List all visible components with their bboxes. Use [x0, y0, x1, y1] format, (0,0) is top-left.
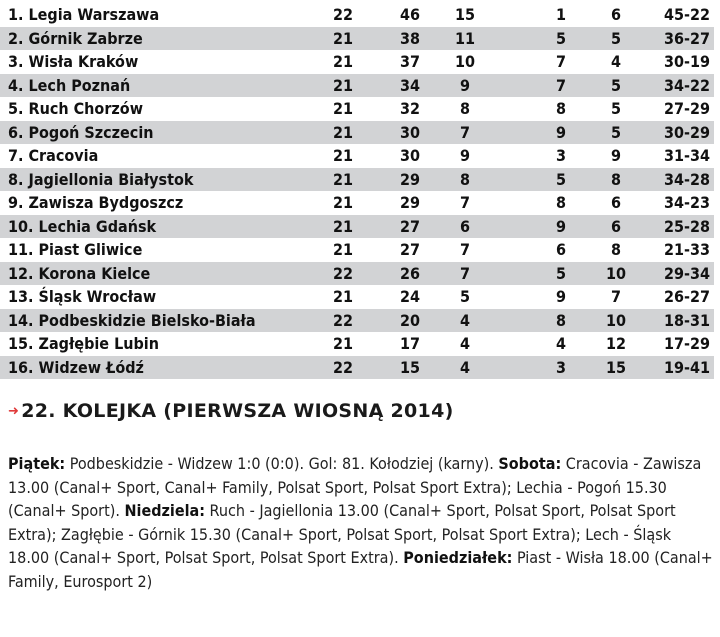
- table-row: [0, 332, 714, 356]
- table-row: [0, 144, 714, 168]
- points: 34: [399, 75, 421, 95]
- round-schedule: [8, 452, 714, 593]
- table-row: [0, 74, 714, 98]
- points: 32: [399, 99, 421, 118]
- draws: 8: [555, 99, 566, 118]
- team-name: 5. Ruch Chorzów: [8, 99, 143, 118]
- schedule-paragraph: [8, 452, 714, 593]
- table-row: [0, 3, 714, 27]
- matches-played: 21: [332, 146, 354, 165]
- goals: 29-34: [663, 263, 710, 283]
- points: 38: [399, 28, 421, 48]
- schedule-text: Piast - Wisła 18.00 (Canal+ Family, Eurosport 2): [8, 548, 713, 591]
- draws: 7: [555, 52, 566, 71]
- team-name: 13. Śląsk Wrocław: [8, 287, 157, 306]
- schedule-day: Piątek:: [8, 454, 66, 473]
- draws: 9: [555, 216, 566, 236]
- wins: 9: [459, 146, 470, 165]
- losses: 6: [610, 216, 621, 236]
- wins: 4: [459, 310, 470, 330]
- losses: 5: [610, 75, 621, 95]
- points: 46: [399, 5, 421, 24]
- wins: 7: [459, 122, 470, 142]
- matches-played: 21: [332, 75, 354, 95]
- wins: 9: [459, 75, 470, 95]
- table-row: [0, 356, 714, 380]
- schedule-text: Cracovia - Zawisza 13.00 (Canal+ Sport, Canal+ Family, Polsat Sport, Polsat Sport Extra); Lechia - Pogoń 15.30 (Canal+ Sport).: [8, 454, 702, 520]
- losses: 8: [610, 240, 621, 259]
- team-name: 8. Jagiellonia Białystok: [8, 169, 194, 189]
- losses: 10: [605, 310, 627, 330]
- table-row: [0, 309, 714, 333]
- losses: 15: [605, 357, 627, 377]
- losses: 5: [610, 99, 621, 118]
- team-name: 7. Cracovia: [8, 146, 99, 165]
- goals: 34-28: [663, 169, 710, 189]
- draws: 9: [555, 122, 566, 142]
- schedule-day: Sobota:: [498, 454, 562, 473]
- team-name: 2. Górnik Zabrze: [8, 28, 143, 48]
- table-row: [0, 262, 714, 286]
- wins: 15: [454, 5, 476, 24]
- matches-played: 21: [332, 193, 354, 212]
- round-title: 22. KOLEJKA (PIERWSZA WIOSNĄ 2014): [21, 400, 454, 422]
- wins: 8: [459, 169, 470, 189]
- goals: 27-29: [663, 99, 710, 118]
- goals: 30-19: [663, 52, 710, 71]
- draws: 9: [555, 287, 566, 306]
- draws: 7: [555, 75, 566, 95]
- goals: 45-22: [663, 5, 710, 24]
- losses: 12: [605, 334, 627, 353]
- losses: 7: [610, 287, 621, 306]
- wins: 5: [459, 287, 470, 306]
- losses: 8: [610, 169, 621, 189]
- schedule-text: Podbeskidzie - Widzew 1:0 (0:0). Gol: 81. Kołodziej (karny).: [65, 454, 499, 473]
- arrow-right-icon: ➜: [8, 404, 20, 419]
- points: 15: [399, 357, 421, 377]
- matches-played: 22: [332, 357, 354, 377]
- schedule-text: Ruch - Jagiellonia 13.00 (Canal+ Sport, Polsat Sport, Polsat Sport Extra); Zagłębie - Górnik 15.30 (Canal+ Sport, Polsat Sport, Polsat Sport Extra); Lech - Śląsk 18.00 (Canal+ Sport, Polsat Sport, Polsat Sport Extra).: [8, 501, 676, 567]
- wins: 7: [459, 263, 470, 283]
- draws: 4: [555, 334, 566, 353]
- team-name: 6. Pogoń Szczecin: [8, 122, 154, 142]
- table-row: [0, 121, 714, 145]
- wins: 7: [459, 240, 470, 259]
- standings-table: [0, 3, 714, 379]
- matches-played: 21: [332, 334, 354, 353]
- table-row: [0, 191, 714, 215]
- points: 29: [399, 193, 421, 212]
- matches-played: 21: [332, 240, 354, 259]
- goals: 21-33: [663, 240, 710, 259]
- goals: 17-29: [663, 334, 710, 353]
- draws: 3: [555, 146, 566, 165]
- goals: 31-34: [663, 146, 710, 165]
- wins: 11: [454, 28, 476, 48]
- table-row: [0, 238, 714, 262]
- table-row: [0, 50, 714, 74]
- draws: 8: [555, 310, 566, 330]
- points: 27: [399, 240, 421, 259]
- goals: 34-23: [663, 193, 710, 212]
- points: 27: [399, 216, 421, 236]
- team-name: 16. Widzew Łódź: [8, 357, 144, 377]
- losses: 5: [610, 122, 621, 142]
- table-row: [0, 27, 714, 51]
- team-name: 9. Zawisza Bydgoszcz: [8, 193, 184, 212]
- draws: 3: [555, 357, 566, 377]
- losses: 10: [605, 263, 627, 283]
- table-row: [0, 168, 714, 192]
- draws: 1: [555, 5, 566, 24]
- team-name: 10. Lechia Gdańsk: [8, 216, 157, 236]
- draws: 8: [555, 193, 566, 212]
- matches-played: 21: [332, 99, 354, 118]
- losses: 4: [610, 52, 621, 71]
- wins: 4: [459, 357, 470, 377]
- losses: 6: [610, 193, 621, 212]
- goals: 34-22: [663, 75, 710, 95]
- points: 37: [399, 52, 421, 71]
- losses: 6: [610, 5, 621, 24]
- draws: 5: [555, 169, 566, 189]
- goals: 19-41: [663, 357, 710, 377]
- team-name: 1. Legia Warszawa: [8, 5, 160, 24]
- points: 24: [399, 287, 421, 306]
- wins: 6: [459, 216, 470, 236]
- draws: 5: [555, 28, 566, 48]
- goals: 30-29: [663, 122, 710, 142]
- matches-played: 22: [332, 310, 354, 330]
- goals: 18-31: [663, 310, 710, 330]
- table-row: [0, 215, 714, 239]
- team-name: 12. Korona Kielce: [8, 263, 151, 283]
- wins: 10: [454, 52, 476, 71]
- points: 30: [399, 122, 421, 142]
- team-name: 14. Podbeskidzie Bielsko-Biała: [8, 310, 256, 330]
- draws: 6: [555, 240, 566, 259]
- matches-played: 22: [332, 263, 354, 283]
- table-row: [0, 97, 714, 121]
- matches-played: 21: [332, 52, 354, 71]
- goals: 36-27: [663, 28, 710, 48]
- table-row: [0, 285, 714, 309]
- team-name: 3. Wisła Kraków: [8, 52, 139, 71]
- goals: 25-28: [663, 216, 710, 236]
- goals: 26-27: [663, 287, 710, 306]
- matches-played: 21: [332, 216, 354, 236]
- losses: 5: [610, 28, 621, 48]
- round-heading: [8, 400, 454, 422]
- losses: 9: [610, 146, 621, 165]
- wins: 4: [459, 334, 470, 353]
- schedule-day: Niedziela:: [124, 501, 205, 520]
- matches-played: 22: [332, 5, 354, 24]
- points: 29: [399, 169, 421, 189]
- matches-played: 21: [332, 287, 354, 306]
- draws: 5: [555, 263, 566, 283]
- matches-played: 21: [332, 122, 354, 142]
- points: 17: [399, 334, 421, 353]
- points: 30: [399, 146, 421, 165]
- wins: 7: [459, 193, 470, 212]
- wins: 8: [459, 99, 470, 118]
- team-name: 11. Piast Gliwice: [8, 240, 143, 259]
- team-name: 4. Lech Poznań: [8, 75, 131, 95]
- matches-played: 21: [332, 28, 354, 48]
- points: 26: [399, 263, 421, 283]
- team-name: 15. Zagłębie Lubin: [8, 334, 159, 353]
- schedule-day: Poniedziałek:: [403, 548, 513, 567]
- points: 20: [399, 310, 421, 330]
- matches-played: 21: [332, 169, 354, 189]
